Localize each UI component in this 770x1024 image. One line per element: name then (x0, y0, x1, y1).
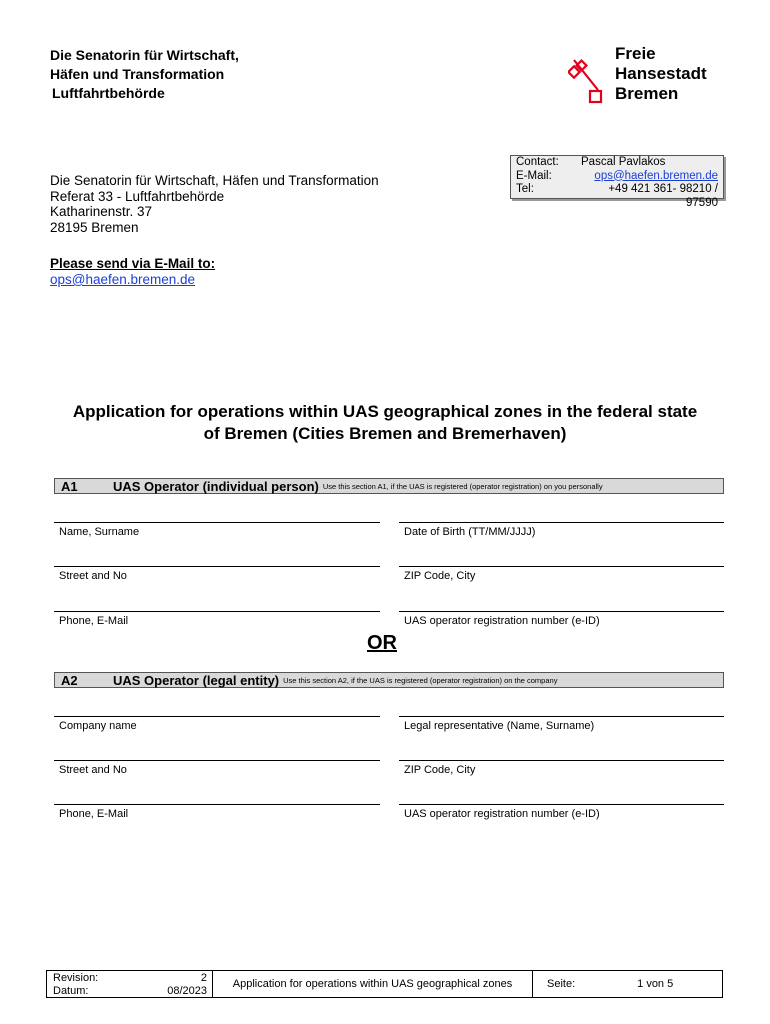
email-row (511, 170, 723, 184)
street-field[interactable]: Street and No (54, 760, 380, 780)
phone-email-field[interactable]: Phone, E-Mail (54, 611, 380, 631)
section-note: Use this section A1, if the UAS is registered (operator registration) on you personally (322, 481, 603, 491)
logo-line-1: Freie (615, 44, 656, 63)
contact-label: Contact: (516, 156, 559, 168)
send-email-link[interactable]: ops@haefen.bremen.de (50, 272, 196, 287)
section-title: UAS Operator (individual person) (113, 478, 319, 494)
section-title: UAS Operator (legal entity) (113, 672, 280, 688)
section-note: Use this section A2, if the UAS is registered (operator registration) on the company (283, 675, 558, 685)
zip-city-field[interactable]: ZIP Code, City (399, 566, 724, 586)
email-label: E-Mail: (516, 169, 552, 182)
or-separator: OR (367, 632, 397, 654)
title-line-2: of Bremen (Cities Bremen and Bremerhaven) (203, 424, 567, 443)
tel-row (511, 183, 723, 210)
logo-line-3: Bremen (615, 84, 679, 103)
address-line: Die Senatorin für Wirtschaft, Häfen und Transformation (50, 173, 379, 188)
page-number-cell (533, 971, 722, 997)
department-header (50, 46, 239, 103)
contact-row (511, 156, 723, 170)
form-title (40, 401, 730, 445)
section-a1-header (54, 478, 724, 494)
tel-value: +49 421 361- 98210 / 97590 (608, 183, 718, 209)
contact-email-link[interactable]: ops@haefen.bremen.de (594, 169, 718, 182)
dept-line-2: Häfen und Transformation (50, 66, 225, 82)
send-instruction: Please send via E-Mail to: (50, 256, 216, 271)
legal-representative-field[interactable]: Legal representative (Name, Surname) (399, 716, 724, 736)
street-field[interactable]: Street and No (54, 566, 380, 586)
section-code: A2 (61, 672, 78, 688)
revision-value: 2 (200, 972, 207, 984)
page-label: Seite: (547, 978, 576, 990)
address-line: 28195 Bremen (50, 219, 139, 235)
date-of-birth-field[interactable]: Date of Birth (TT/MM/JJJJ) (399, 522, 724, 542)
address-line: Referat 33 - Luftfahrtbehörde (50, 188, 225, 204)
zip-city-field[interactable]: ZIP Code, City (399, 760, 724, 780)
bremen-logo-text (615, 44, 707, 104)
dept-line-1: Die Senatorin für Wirtschaft, (50, 47, 239, 63)
revision-cell (47, 971, 213, 997)
contact-name: Pascal Pavlakos (581, 156, 666, 168)
contact-box (510, 155, 724, 209)
datum-value: 08/2023 (167, 985, 207, 997)
recipient-address (50, 173, 379, 235)
datum-label: Datum: (53, 985, 89, 997)
section-code: A1 (61, 478, 78, 494)
title-line-1: Application for operations within UAS geographical zones in the federal state (72, 402, 698, 421)
phone-email-field[interactable]: Phone, E-Mail (54, 804, 380, 824)
registration-number-field[interactable]: UAS operator registration number (e-ID) (399, 804, 724, 824)
footer-doc-title: Application for operations within UAS geographical zones (213, 971, 533, 997)
name-surname-field[interactable]: Name, Surname (54, 522, 380, 542)
dept-line-3: Luftfahrtbehörde (52, 85, 165, 101)
page-footer (46, 970, 723, 998)
revision-label: Revision: (53, 972, 99, 984)
page-value: 1 von 5 (637, 978, 674, 990)
address-line: Katharinenstr. 37 (50, 204, 153, 219)
registration-number-field[interactable]: UAS operator registration number (e-ID) (399, 611, 724, 631)
company-name-field[interactable]: Company name (54, 716, 380, 736)
logo-line-2: Hansestadt (615, 64, 707, 83)
bremen-key-logo-icon (568, 56, 608, 104)
tel-label: Tel: (516, 183, 534, 195)
section-a2-header (54, 672, 724, 688)
